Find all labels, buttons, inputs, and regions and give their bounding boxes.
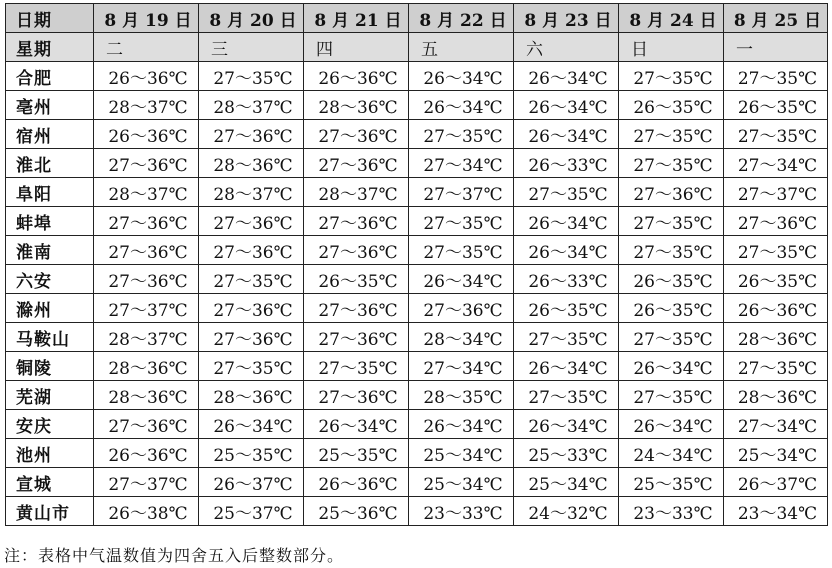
city-name: 滁州	[6, 294, 94, 323]
temperature-cell: 26～35℃	[304, 265, 409, 294]
temperature-cell: 25～34℃	[724, 439, 828, 468]
temperature-cell: 26～34℃	[619, 352, 724, 381]
weekday-cell: 一	[724, 33, 828, 62]
weekday-row	[6, 33, 828, 62]
temperature-cell: 27～36℃	[304, 120, 409, 149]
temperature-cell: 27～35℃	[724, 352, 828, 381]
temperature-cell: 27～35℃	[409, 207, 514, 236]
table-row	[6, 468, 828, 497]
city-name: 合肥	[6, 62, 94, 91]
weekday-cell: 六	[514, 33, 619, 62]
city-name: 蚌埠	[6, 207, 94, 236]
temperature-cell: 27～35℃	[304, 352, 409, 381]
temperature-cell: 28～37℃	[199, 91, 304, 120]
temperature-cell: 26～35℃	[619, 265, 724, 294]
temperature-cell: 27～36℃	[619, 178, 724, 207]
temperature-cell: 27～36℃	[199, 323, 304, 352]
temperature-cell: 27～36℃	[304, 149, 409, 178]
temperature-cell: 28～36℃	[304, 91, 409, 120]
temperature-cell: 28～37℃	[94, 91, 199, 120]
temperature-cell: 27～35℃	[619, 323, 724, 352]
temperature-cell: 27～35℃	[199, 265, 304, 294]
temperature-cell: 26～34℃	[514, 120, 619, 149]
temperature-cell: 27～35℃	[619, 381, 724, 410]
temperature-cell: 27～34℃	[724, 149, 828, 178]
temperature-cell: 27～35℃	[619, 149, 724, 178]
temperature-cell: 26～34℃	[409, 62, 514, 91]
city-name: 宣城	[6, 468, 94, 497]
temperature-cell: 27～36℃	[199, 207, 304, 236]
temperature-cell: 26～37℃	[724, 468, 828, 497]
temperature-cell: 27～36℃	[304, 207, 409, 236]
date-header: 8 月 20 日	[199, 4, 304, 33]
temperature-cell: 26～36℃	[94, 62, 199, 91]
temperature-cell: 26～36℃	[304, 468, 409, 497]
forecast-body	[6, 62, 828, 526]
temperature-cell: 23～33℃	[409, 497, 514, 526]
temperature-cell: 26～35℃	[514, 294, 619, 323]
temperature-cell: 26～34℃	[514, 62, 619, 91]
temperature-cell: 25～34℃	[409, 439, 514, 468]
table-row	[6, 439, 828, 468]
temperature-cell: 28～36℃	[199, 381, 304, 410]
temperature-cell: 27～35℃	[199, 352, 304, 381]
table-row	[6, 236, 828, 265]
temperature-cell: 26～35℃	[724, 91, 828, 120]
weekday-cell: 二	[94, 33, 199, 62]
weekday-cell: 四	[304, 33, 409, 62]
city-name: 芜湖	[6, 381, 94, 410]
weekday-cell: 日	[619, 33, 724, 62]
date-header: 8 月 23 日	[514, 4, 619, 33]
temperature-cell: 27～35℃	[619, 207, 724, 236]
temperature-cell: 27～34℃	[409, 149, 514, 178]
temperature-cell: 27～35℃	[619, 62, 724, 91]
table-row	[6, 207, 828, 236]
temperature-cell: 26～38℃	[94, 497, 199, 526]
temperature-cell: 28～34℃	[409, 323, 514, 352]
temperature-cell: 26～35℃	[724, 265, 828, 294]
temperature-cell: 26～37℃	[199, 468, 304, 497]
weekday-cell: 三	[199, 33, 304, 62]
table-row	[6, 62, 828, 91]
temperature-cell: 23～34℃	[724, 497, 828, 526]
temperature-cell: 27～35℃	[724, 236, 828, 265]
table-row	[6, 497, 828, 526]
temperature-cell: 27～36℃	[304, 294, 409, 323]
temperature-cell: 26～34℃	[514, 207, 619, 236]
temperature-cell: 27～34℃	[409, 352, 514, 381]
temperature-cell: 26～34℃	[409, 91, 514, 120]
temperature-cell: 27～36℃	[199, 120, 304, 149]
temperature-cell: 26～34℃	[514, 236, 619, 265]
temperature-cell: 28～36℃	[94, 352, 199, 381]
temperature-cell: 25～34℃	[409, 468, 514, 497]
temperature-cell: 27～37℃	[724, 178, 828, 207]
temperature-cell: 27～35℃	[514, 323, 619, 352]
table-row	[6, 91, 828, 120]
table-row	[6, 381, 828, 410]
temperature-cell: 26～36℃	[724, 294, 828, 323]
temperature-cell: 28～37℃	[304, 178, 409, 207]
table-row	[6, 120, 828, 149]
city-name: 亳州	[6, 91, 94, 120]
temperature-cell: 27～35℃	[724, 120, 828, 149]
temperature-cell: 27～35℃	[409, 236, 514, 265]
temperature-cell: 27～36℃	[304, 236, 409, 265]
temperature-cell: 26～34℃	[514, 410, 619, 439]
temperature-cell: 28～36℃	[199, 149, 304, 178]
table-row	[6, 265, 828, 294]
table-row	[6, 323, 828, 352]
date-header: 8 月 21 日	[304, 4, 409, 33]
table-row	[6, 410, 828, 439]
date-header: 8 月 24 日	[619, 4, 724, 33]
temperature-cell: 28～36℃	[94, 381, 199, 410]
weekday-cell: 五	[409, 33, 514, 62]
temperature-cell: 28～37℃	[199, 178, 304, 207]
temperature-cell: 28～37℃	[94, 178, 199, 207]
temperature-forecast-table	[5, 3, 828, 526]
footnote: 注：表格中气温数值为四舍五入后整数部分。	[4, 546, 345, 565]
temperature-cell: 26～34℃	[409, 410, 514, 439]
temperature-cell: 27～37℃	[409, 178, 514, 207]
city-name: 淮南	[6, 236, 94, 265]
temperature-cell: 25～35℃	[199, 439, 304, 468]
temperature-cell: 27～37℃	[94, 294, 199, 323]
date-header-row	[6, 4, 828, 33]
temperature-cell: 26～34℃	[409, 265, 514, 294]
temperature-cell: 26～36℃	[94, 439, 199, 468]
temperature-cell: 27～36℃	[94, 410, 199, 439]
temperature-cell: 27～35℃	[724, 62, 828, 91]
temperature-cell: 26～34℃	[199, 410, 304, 439]
temperature-cell: 27～35℃	[514, 381, 619, 410]
temperature-cell: 24～32℃	[514, 497, 619, 526]
city-name: 池州	[6, 439, 94, 468]
weekday-label: 星期	[6, 33, 94, 62]
city-name: 淮北	[6, 149, 94, 178]
city-name: 安庆	[6, 410, 94, 439]
temperature-cell: 26～33℃	[514, 149, 619, 178]
date-header: 8 月 25 日	[724, 4, 828, 33]
temperature-cell: 27～36℃	[409, 294, 514, 323]
temperature-cell: 27～35℃	[619, 120, 724, 149]
temperature-cell: 28～36℃	[724, 381, 828, 410]
temperature-cell: 26～36℃	[304, 62, 409, 91]
city-name: 宿州	[6, 120, 94, 149]
temperature-cell: 27～36℃	[94, 207, 199, 236]
table-row	[6, 149, 828, 178]
city-name: 阜阳	[6, 178, 94, 207]
city-name: 马鞍山	[6, 323, 94, 352]
temperature-cell: 26～34℃	[514, 91, 619, 120]
temperature-cell: 27～35℃	[199, 62, 304, 91]
table-row	[6, 294, 828, 323]
temperature-cell: 27～36℃	[199, 236, 304, 265]
temperature-cell: 26～34℃	[619, 410, 724, 439]
temperature-cell: 23～33℃	[619, 497, 724, 526]
table-row	[6, 178, 828, 207]
temperature-cell: 27～36℃	[199, 294, 304, 323]
temperature-cell: 27～35℃	[409, 120, 514, 149]
temperature-cell: 27～36℃	[304, 381, 409, 410]
date-header: 8 月 19 日	[94, 4, 199, 33]
temperature-cell: 26～34℃	[304, 410, 409, 439]
temperature-cell: 26～33℃	[514, 265, 619, 294]
temperature-cell: 27～36℃	[304, 323, 409, 352]
temperature-cell: 25～35℃	[304, 439, 409, 468]
temperature-cell: 28～37℃	[94, 323, 199, 352]
temperature-cell: 27～37℃	[94, 468, 199, 497]
temperature-cell: 27～34℃	[724, 410, 828, 439]
temperature-cell: 27～35℃	[619, 236, 724, 265]
temperature-cell: 25～33℃	[514, 439, 619, 468]
date-header: 8 月 22 日	[409, 4, 514, 33]
temperature-cell: 25～37℃	[199, 497, 304, 526]
corner-label: 日期	[6, 4, 94, 33]
city-name: 黄山市	[6, 497, 94, 526]
temperature-cell: 24～34℃	[619, 439, 724, 468]
temperature-cell: 28～36℃	[724, 323, 828, 352]
table-row	[6, 352, 828, 381]
temperature-cell: 26～36℃	[94, 120, 199, 149]
temperature-cell: 25～34℃	[514, 468, 619, 497]
city-name: 铜陵	[6, 352, 94, 381]
temperature-cell: 26～35℃	[619, 294, 724, 323]
temperature-cell: 27～36℃	[94, 265, 199, 294]
temperature-cell: 26～34℃	[514, 352, 619, 381]
temperature-cell: 27～36℃	[94, 236, 199, 265]
temperature-cell: 27～36℃	[724, 207, 828, 236]
temperature-cell: 25～35℃	[619, 468, 724, 497]
temperature-cell: 25～36℃	[304, 497, 409, 526]
city-name: 六安	[6, 265, 94, 294]
temperature-cell: 26～35℃	[619, 91, 724, 120]
temperature-cell: 27～36℃	[94, 149, 199, 178]
temperature-cell: 27～35℃	[514, 178, 619, 207]
temperature-cell: 28～35℃	[409, 381, 514, 410]
